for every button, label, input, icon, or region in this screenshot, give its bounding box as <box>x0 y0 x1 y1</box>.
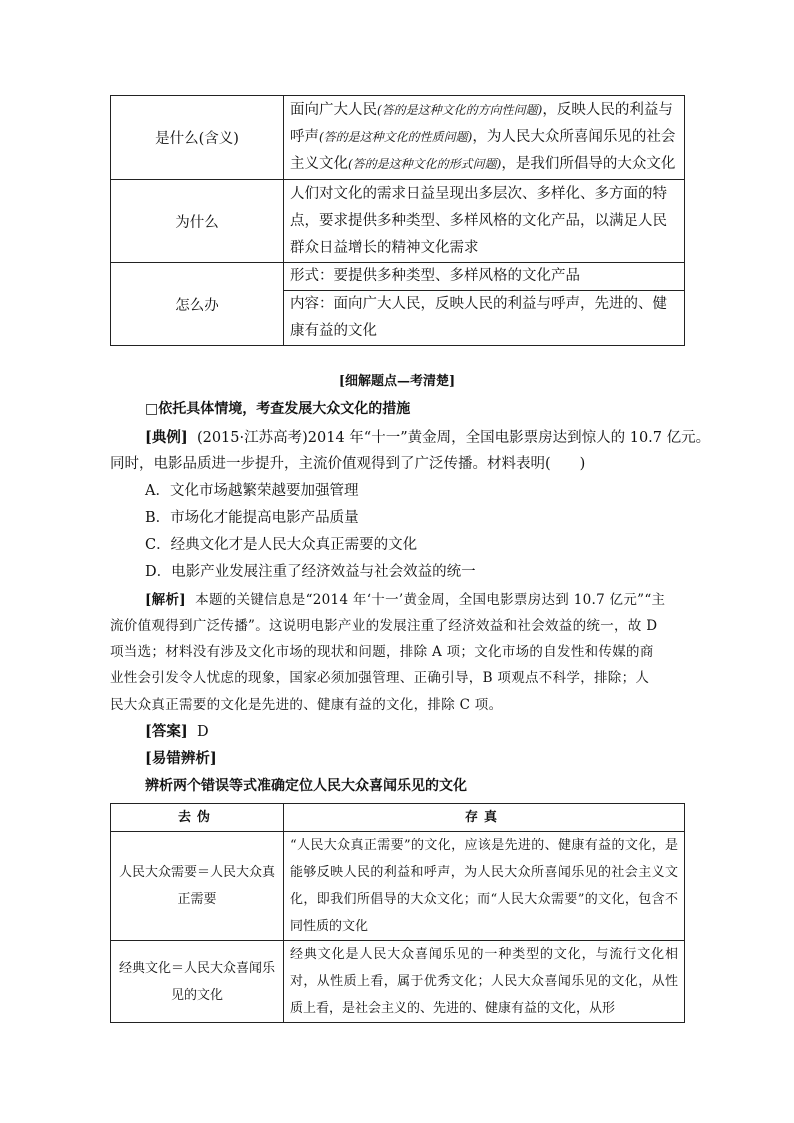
example-line-2: 同时，电影品质进一步提升，主流价值观得到了广泛传播。材料表明( ) <box>110 456 586 472</box>
option-b: B．市场化才能提高电影产品质量 <box>145 510 359 526</box>
analysis-line-1 <box>145 588 665 608</box>
note-run: (答的是这种文化的性质问题) <box>319 130 473 144</box>
row-right: “人民大众真正需要”的文化，应该是先进的、健康有益的文化，是能够反映人民的利益和呼声，为人民大众所喜闻乐见的社会主义文化，即我们所倡导的大众文化；而“人民大众需要”的文化，包含不同性质的文化 <box>284 832 685 941</box>
row-content <box>284 96 685 180</box>
table-header-row <box>111 804 685 832</box>
row-content-form: 形式：要提供多种类型、多样风格的文化产品 <box>284 263 685 291</box>
analysis-line-2: 流价值观得到广泛传播”。这说明电影产业的发展注重了经济效益和社会效益的统一，故 D <box>110 618 658 634</box>
analysis-line-5: 民大众真正需要的文化是先进的、健康有益的文化，排除 C 项。 <box>110 697 503 713</box>
example-text: (2015·江苏高考)2014 年“十一”黄金周，全国电影票房达到惊人的 10.7 亿元。 <box>196 430 711 446</box>
row-left: 人民大众需要＝人民大众真正需要 <box>111 832 284 941</box>
mistake-tag: [易错辨析] <box>145 750 217 767</box>
mistake-table <box>110 803 685 1023</box>
analysis-line-3: 项当选；材料没有涉及文化市场的现状和问题，排除 A 项；文化市场的自发性和传媒的商 <box>110 644 654 660</box>
mistake-intro: 辨析两个错误等式准确定位人民大众喜闻乐见的文化 <box>145 778 467 794</box>
option-c: C．经典文化才是人民大众真正需要的文化 <box>145 537 418 553</box>
table-row <box>111 941 685 1023</box>
answer-tag: [答案] <box>145 723 188 740</box>
row-left: 经典文化＝人民大众喜闻乐见的文化 <box>111 941 284 1023</box>
row-label: 为什么 <box>111 180 284 263</box>
analysis-tag: [解析] <box>145 592 186 608</box>
analysis-line-4: 业性会引发令人忧虑的现象，国家必须加强管理、正确引导，B 项观点不科学，排除；人 <box>110 670 650 686</box>
note-run: (答的是这种文化的形式问题) <box>348 157 502 171</box>
table-row <box>111 263 685 291</box>
header-false: 去伪 <box>111 804 284 832</box>
table-row <box>111 180 685 263</box>
example-tag: [典例] <box>145 429 188 446</box>
header-true: 存真 <box>284 804 685 832</box>
text-run: ，为人民大众所喜闻乐见的社会主义文化 <box>290 129 676 172</box>
example-line-1 <box>145 426 710 447</box>
row-label: 怎么办 <box>111 263 284 346</box>
row-content-content: 内容：面向广大人民，反映人民的利益与呼声，先进的、健康有益的文化 <box>284 291 685 346</box>
summary-table <box>110 95 685 346</box>
answer-line <box>145 720 209 741</box>
table-row <box>111 832 685 941</box>
option-a: A．文化市场越繁荣越要加强管理 <box>145 483 359 499</box>
text-run: 面向广大人民 <box>290 102 377 118</box>
text-run: ，是我们所倡导的大众文化 <box>501 156 676 172</box>
answer-value: D <box>196 724 209 740</box>
topic-line: □依托具体情境，考查发展大众文化的措施 <box>145 401 411 417</box>
section-heading: [细解题点—考清楚] <box>338 374 456 389</box>
table-row <box>111 96 685 180</box>
analysis-text: 本题的关键信息是“2014 年‘十一’黄金周，全国电影票房达到 10.7 亿元”“主 <box>195 592 666 608</box>
option-d: D．电影产业发展注重了经济效益与社会效益的统一 <box>145 564 476 580</box>
row-right: 经典文化是人民大众喜闻乐见的一种类型的文化，与流行文化相对，从性质上看，属于优秀文化；人民大众喜闻乐见的文化，从性质上看，是社会主义的、先进的、健康有益的文化，从形 <box>284 941 685 1023</box>
row-label: 是什么(含义) <box>111 96 284 180</box>
note-run: (答的是这种文化的方向性问题) <box>377 103 543 117</box>
row-content: 人们对文化的需求日益呈现出多层次、多样化、多方面的特点，要求提供多种类型、多样风格的文化产品，以满足人民群众日益增长的精神文化需求 <box>284 180 685 263</box>
text-run: ，反映人民的利益与呼声 <box>290 102 673 145</box>
